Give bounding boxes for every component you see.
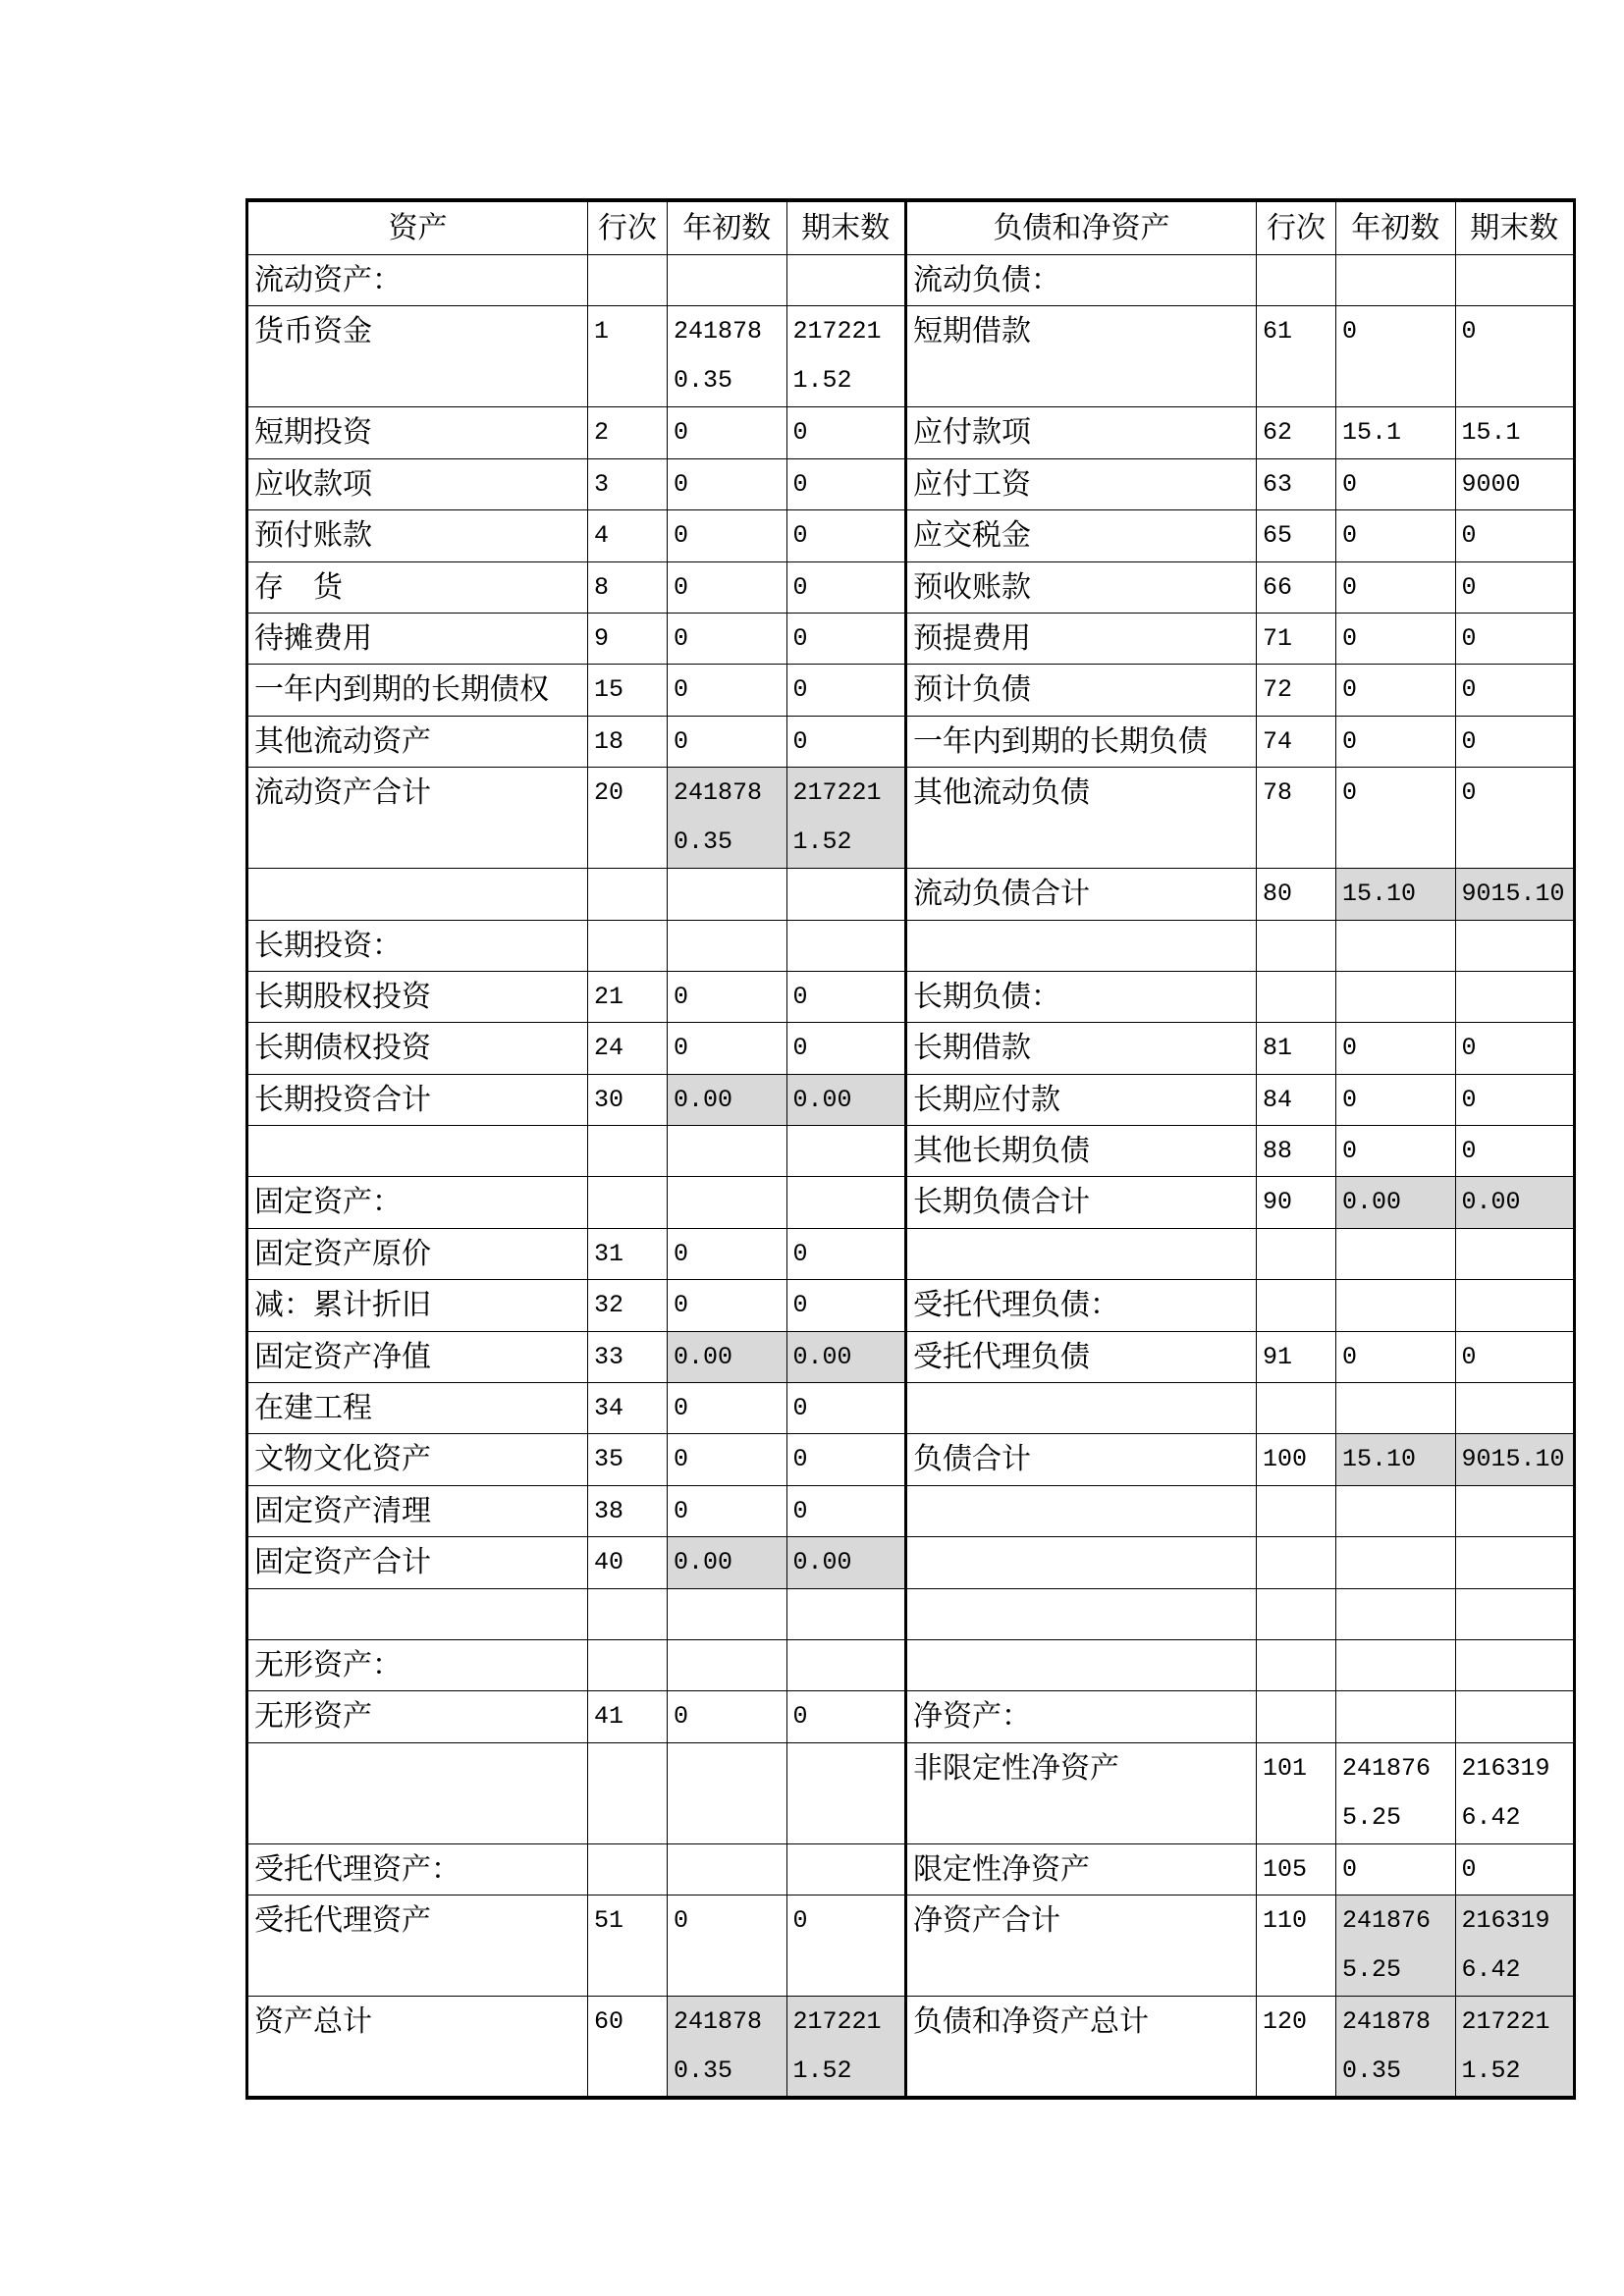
liability-ending-balance: 0 xyxy=(1455,613,1575,664)
asset-ending-balance xyxy=(786,1126,906,1177)
liability-ending-balance: 0 xyxy=(1455,1126,1575,1177)
liability-item: 负债合计 xyxy=(906,1434,1257,1485)
asset-item: 长期债权投资 xyxy=(247,1023,588,1074)
liability-ending-balance: 9015.10 xyxy=(1455,1434,1575,1485)
asset-ending-balance xyxy=(786,1588,906,1639)
asset-item: 在建工程 xyxy=(247,1383,588,1434)
liability-line-no: 88 xyxy=(1257,1126,1336,1177)
liability-ending-balance xyxy=(1455,1228,1575,1279)
liability-line-no xyxy=(1257,1691,1336,1742)
liability-item xyxy=(906,1588,1257,1639)
liability-line-no: 72 xyxy=(1257,665,1336,716)
balance-row xyxy=(247,1280,1575,1331)
asset-beginning-balance: 0 xyxy=(668,1383,787,1434)
liability-item: 流动负债： xyxy=(906,255,1257,306)
asset-beginning-balance: 2418780.35 xyxy=(668,768,787,869)
asset-line-no xyxy=(588,1639,668,1690)
asset-item xyxy=(247,1126,588,1177)
liability-line-no xyxy=(1257,1485,1336,1536)
liability-item: 应交税金 xyxy=(906,510,1257,561)
liability-item: 长期借款 xyxy=(906,1023,1257,1074)
asset-line-no: 41 xyxy=(588,1691,668,1742)
liability-beginning-balance xyxy=(1336,1639,1456,1690)
asset-item: 长期股权投资 xyxy=(247,971,588,1022)
asset-item: 应收款项 xyxy=(247,458,588,509)
asset-beginning-balance xyxy=(668,1126,787,1177)
asset-ending-balance: 2172211.52 xyxy=(786,306,906,407)
asset-item: 短期投资 xyxy=(247,407,588,458)
balance-row xyxy=(247,1383,1575,1434)
asset-ending-balance: 2172211.52 xyxy=(786,1997,906,2099)
asset-ending-balance: 0 xyxy=(786,1280,906,1331)
asset-line-no: 51 xyxy=(588,1896,668,1997)
asset-ending-balance: 0 xyxy=(786,613,906,664)
asset-line-no xyxy=(588,1177,668,1228)
liability-line-no xyxy=(1257,1588,1336,1639)
asset-ending-balance: 0 xyxy=(786,1228,906,1279)
balance-row xyxy=(247,613,1575,664)
liability-item: 长期负债： xyxy=(906,971,1257,1022)
asset-item: 预付账款 xyxy=(247,510,588,561)
liability-ending-balance xyxy=(1455,920,1575,971)
asset-line-no: 2 xyxy=(588,407,668,458)
asset-beginning-balance: 0.00 xyxy=(668,1331,787,1382)
asset-line-no: 20 xyxy=(588,768,668,869)
asset-beginning-balance: 0 xyxy=(668,971,787,1022)
header-beginning-balance-right: 年初数 xyxy=(1336,200,1456,255)
asset-ending-balance xyxy=(786,1639,906,1690)
liability-beginning-balance: 0 xyxy=(1336,510,1456,561)
liability-line-no: 100 xyxy=(1257,1434,1336,1485)
liability-item xyxy=(906,920,1257,971)
liability-ending-balance xyxy=(1455,1485,1575,1536)
liability-beginning-balance xyxy=(1336,1485,1456,1536)
header-row xyxy=(247,200,1575,255)
balance-row xyxy=(247,920,1575,971)
header-ending-balance: 期末数 xyxy=(786,200,906,255)
liability-beginning-balance: 15.10 xyxy=(1336,1434,1456,1485)
liability-beginning-balance xyxy=(1336,1280,1456,1331)
asset-item: 减：累计折旧 xyxy=(247,1280,588,1331)
balance-row xyxy=(247,510,1575,561)
liability-ending-balance xyxy=(1455,1383,1575,1434)
asset-ending-balance: 0 xyxy=(786,1896,906,1997)
balance-row xyxy=(247,306,1575,407)
liability-beginning-balance: 0 xyxy=(1336,1843,1456,1895)
liability-beginning-balance xyxy=(1336,1537,1456,1588)
liability-beginning-balance: 2418765.25 xyxy=(1336,1742,1456,1843)
asset-item xyxy=(247,1588,588,1639)
liability-line-no xyxy=(1257,971,1336,1022)
liability-line-no: 84 xyxy=(1257,1074,1336,1125)
header-beginning-balance: 年初数 xyxy=(668,200,787,255)
liability-beginning-balance: 0.00 xyxy=(1336,1177,1456,1228)
balance-row xyxy=(247,1537,1575,1588)
asset-line-no: 40 xyxy=(588,1537,668,1588)
liability-line-no: 71 xyxy=(1257,613,1336,664)
balance-row xyxy=(247,869,1575,920)
asset-item: 一年内到期的长期债权 xyxy=(247,665,588,716)
liability-ending-balance: 0 xyxy=(1455,561,1575,613)
balance-row xyxy=(247,1485,1575,1536)
balance-row xyxy=(247,1588,1575,1639)
liability-item: 一年内到期的长期负债 xyxy=(906,716,1257,767)
liability-ending-balance xyxy=(1455,1537,1575,1588)
liability-item xyxy=(906,1639,1257,1690)
asset-ending-balance: 0.00 xyxy=(786,1074,906,1125)
asset-beginning-balance: 0 xyxy=(668,665,787,716)
liability-item: 受托代理负债 xyxy=(906,1331,1257,1382)
asset-beginning-balance: 0 xyxy=(668,1691,787,1742)
balance-row xyxy=(247,768,1575,869)
asset-line-no: 1 xyxy=(588,306,668,407)
asset-beginning-balance: 2418780.35 xyxy=(668,306,787,407)
asset-line-no: 30 xyxy=(588,1074,668,1125)
asset-item: 受托代理资产： xyxy=(247,1843,588,1895)
liability-ending-balance: 0 xyxy=(1455,510,1575,561)
asset-line-no: 38 xyxy=(588,1485,668,1536)
header-assets: 资产 xyxy=(247,200,588,255)
balance-row xyxy=(247,665,1575,716)
asset-line-no: 9 xyxy=(588,613,668,664)
liability-line-no xyxy=(1257,1228,1336,1279)
asset-item xyxy=(247,869,588,920)
liability-beginning-balance xyxy=(1336,1383,1456,1434)
asset-ending-balance xyxy=(786,869,906,920)
header-line-no: 行次 xyxy=(588,200,668,255)
balance-row xyxy=(247,1126,1575,1177)
asset-beginning-balance: 0 xyxy=(668,1485,787,1536)
liability-item: 流动负债合计 xyxy=(906,869,1257,920)
liability-ending-balance: 9000 xyxy=(1455,458,1575,509)
asset-beginning-balance: 0.00 xyxy=(668,1537,787,1588)
balance-row xyxy=(247,1742,1575,1843)
balance-row xyxy=(247,1691,1575,1742)
asset-line-no xyxy=(588,920,668,971)
liability-item: 长期应付款 xyxy=(906,1074,1257,1125)
liability-item xyxy=(906,1228,1257,1279)
asset-line-no: 33 xyxy=(588,1331,668,1382)
header-line-no-right: 行次 xyxy=(1257,200,1336,255)
asset-ending-balance: 0.00 xyxy=(786,1331,906,1382)
asset-beginning-balance xyxy=(668,920,787,971)
liability-line-no: 110 xyxy=(1257,1896,1336,1997)
asset-ending-balance xyxy=(786,920,906,971)
liability-line-no: 78 xyxy=(1257,768,1336,869)
balance-sheet-table xyxy=(245,198,1576,2100)
liability-beginning-balance: 0 xyxy=(1336,1331,1456,1382)
liability-beginning-balance: 0 xyxy=(1336,458,1456,509)
liability-item: 其他长期负债 xyxy=(906,1126,1257,1177)
asset-item: 固定资产清理 xyxy=(247,1485,588,1536)
liability-ending-balance: 0 xyxy=(1455,1843,1575,1895)
liability-item: 非限定性净资产 xyxy=(906,1742,1257,1843)
liability-ending-balance: 15.1 xyxy=(1455,407,1575,458)
liability-ending-balance xyxy=(1455,1280,1575,1331)
balance-row xyxy=(247,1228,1575,1279)
balance-row xyxy=(247,1023,1575,1074)
balance-row xyxy=(247,1896,1575,1997)
asset-line-no: 34 xyxy=(588,1383,668,1434)
liability-ending-balance xyxy=(1455,1639,1575,1690)
asset-line-no: 3 xyxy=(588,458,668,509)
liability-line-no xyxy=(1257,920,1336,971)
asset-item: 流动资产： xyxy=(247,255,588,306)
asset-line-no: 60 xyxy=(588,1997,668,2099)
liability-ending-balance: 2172211.52 xyxy=(1455,1997,1575,2099)
liability-beginning-balance: 0 xyxy=(1336,768,1456,869)
asset-item: 无形资产： xyxy=(247,1639,588,1690)
asset-beginning-balance: 0 xyxy=(668,510,787,561)
asset-line-no xyxy=(588,1126,668,1177)
liability-ending-balance: 9015.10 xyxy=(1455,869,1575,920)
liability-item: 预计负债 xyxy=(906,665,1257,716)
liability-ending-balance: 0.00 xyxy=(1455,1177,1575,1228)
asset-line-no: 32 xyxy=(588,1280,668,1331)
balance-row xyxy=(247,1997,1575,2099)
liability-beginning-balance: 0 xyxy=(1336,1023,1456,1074)
asset-line-no: 35 xyxy=(588,1434,668,1485)
asset-beginning-balance: 0 xyxy=(668,1280,787,1331)
liability-ending-balance: 0 xyxy=(1455,716,1575,767)
liability-beginning-balance: 0 xyxy=(1336,613,1456,664)
liability-item: 限定性净资产 xyxy=(906,1843,1257,1895)
asset-ending-balance xyxy=(786,1843,906,1895)
liability-item: 应付工资 xyxy=(906,458,1257,509)
liability-beginning-balance xyxy=(1336,1691,1456,1742)
liability-beginning-balance: 2418780.35 xyxy=(1336,1997,1456,2099)
asset-line-no: 31 xyxy=(588,1228,668,1279)
asset-item: 待摊费用 xyxy=(247,613,588,664)
asset-item: 文物文化资产 xyxy=(247,1434,588,1485)
liability-line-no: 120 xyxy=(1257,1997,1336,2099)
liability-item xyxy=(906,1537,1257,1588)
liability-ending-balance: 0 xyxy=(1455,1023,1575,1074)
asset-ending-balance: 0 xyxy=(786,665,906,716)
liability-beginning-balance: 0 xyxy=(1336,1074,1456,1125)
asset-beginning-balance: 0.00 xyxy=(668,1074,787,1125)
asset-item: 货币资金 xyxy=(247,306,588,407)
asset-beginning-balance xyxy=(668,1177,787,1228)
liability-item xyxy=(906,1485,1257,1536)
liability-beginning-balance xyxy=(1336,255,1456,306)
liability-line-no: 80 xyxy=(1257,869,1336,920)
asset-ending-balance: 0 xyxy=(786,1691,906,1742)
asset-ending-balance: 0 xyxy=(786,716,906,767)
asset-beginning-balance: 2418780.35 xyxy=(668,1997,787,2099)
asset-ending-balance: 0 xyxy=(786,561,906,613)
asset-item: 其他流动资产 xyxy=(247,716,588,767)
liability-item: 长期负债合计 xyxy=(906,1177,1257,1228)
liability-ending-balance: 2163196.42 xyxy=(1455,1742,1575,1843)
asset-line-no: 15 xyxy=(588,665,668,716)
asset-ending-balance xyxy=(786,255,906,306)
asset-item: 长期投资： xyxy=(247,920,588,971)
asset-item: 固定资产： xyxy=(247,1177,588,1228)
asset-item: 固定资产原价 xyxy=(247,1228,588,1279)
liability-item xyxy=(906,1383,1257,1434)
asset-line-no: 18 xyxy=(588,716,668,767)
asset-beginning-balance: 0 xyxy=(668,716,787,767)
asset-item: 存 货 xyxy=(247,561,588,613)
liability-ending-balance xyxy=(1455,1588,1575,1639)
asset-line-no: 21 xyxy=(588,971,668,1022)
asset-line-no: 8 xyxy=(588,561,668,613)
liability-ending-balance xyxy=(1455,255,1575,306)
balance-row xyxy=(247,407,1575,458)
balance-row xyxy=(247,1177,1575,1228)
asset-ending-balance: 0 xyxy=(786,1434,906,1485)
asset-beginning-balance: 0 xyxy=(668,1896,787,1997)
asset-beginning-balance: 0 xyxy=(668,1228,787,1279)
liability-line-no: 101 xyxy=(1257,1742,1336,1843)
liability-beginning-balance xyxy=(1336,1588,1456,1639)
liability-beginning-balance xyxy=(1336,1228,1456,1279)
asset-line-no xyxy=(588,255,668,306)
asset-beginning-balance xyxy=(668,1588,787,1639)
balance-row xyxy=(247,971,1575,1022)
liability-beginning-balance: 0 xyxy=(1336,1126,1456,1177)
asset-beginning-balance xyxy=(668,869,787,920)
liability-line-no xyxy=(1257,1280,1336,1331)
asset-ending-balance: 2172211.52 xyxy=(786,768,906,869)
asset-beginning-balance: 0 xyxy=(668,613,787,664)
asset-line-no xyxy=(588,1742,668,1843)
asset-ending-balance: 0 xyxy=(786,458,906,509)
liability-ending-balance: 0 xyxy=(1455,665,1575,716)
asset-item: 流动资产合计 xyxy=(247,768,588,869)
liability-beginning-balance: 15.10 xyxy=(1336,869,1456,920)
liability-item: 负债和净资产总计 xyxy=(906,1997,1257,2099)
balance-row xyxy=(247,1331,1575,1382)
liability-ending-balance: 2163196.42 xyxy=(1455,1896,1575,1997)
liability-item: 净资产： xyxy=(906,1691,1257,1742)
liability-beginning-balance xyxy=(1336,971,1456,1022)
liability-line-no xyxy=(1257,255,1336,306)
asset-ending-balance xyxy=(786,1177,906,1228)
liability-item: 其他流动负债 xyxy=(906,768,1257,869)
asset-beginning-balance: 0 xyxy=(668,561,787,613)
asset-line-no xyxy=(588,1843,668,1895)
asset-item: 受托代理资产 xyxy=(247,1896,588,1997)
asset-beginning-balance xyxy=(668,1742,787,1843)
asset-beginning-balance: 0 xyxy=(668,458,787,509)
liability-line-no: 105 xyxy=(1257,1843,1336,1895)
asset-ending-balance: 0 xyxy=(786,971,906,1022)
asset-ending-balance: 0 xyxy=(786,1485,906,1536)
liability-line-no: 61 xyxy=(1257,306,1336,407)
liability-beginning-balance: 0 xyxy=(1336,716,1456,767)
asset-item: 长期投资合计 xyxy=(247,1074,588,1125)
liability-beginning-balance: 0 xyxy=(1336,561,1456,613)
asset-beginning-balance: 0 xyxy=(668,1434,787,1485)
asset-ending-balance: 0 xyxy=(786,1023,906,1074)
liability-beginning-balance: 0 xyxy=(1336,306,1456,407)
asset-line-no: 24 xyxy=(588,1023,668,1074)
asset-ending-balance: 0 xyxy=(786,407,906,458)
balance-row xyxy=(247,1434,1575,1485)
asset-beginning-balance: 0 xyxy=(668,1023,787,1074)
liability-line-no: 62 xyxy=(1257,407,1336,458)
asset-beginning-balance: 0 xyxy=(668,407,787,458)
liability-ending-balance: 0 xyxy=(1455,306,1575,407)
liability-beginning-balance: 0 xyxy=(1336,665,1456,716)
asset-beginning-balance xyxy=(668,1639,787,1690)
liability-ending-balance: 0 xyxy=(1455,1074,1575,1125)
balance-row xyxy=(247,1843,1575,1895)
asset-item: 无形资产 xyxy=(247,1691,588,1742)
balance-row xyxy=(247,255,1575,306)
balance-row xyxy=(247,1074,1575,1125)
liability-ending-balance xyxy=(1455,1691,1575,1742)
liability-beginning-balance: 2418765.25 xyxy=(1336,1896,1456,1997)
liability-line-no: 74 xyxy=(1257,716,1336,767)
liability-line-no: 91 xyxy=(1257,1331,1336,1382)
liability-line-no: 90 xyxy=(1257,1177,1336,1228)
liability-beginning-balance: 15.1 xyxy=(1336,407,1456,458)
liability-beginning-balance xyxy=(1336,920,1456,971)
asset-beginning-balance xyxy=(668,1843,787,1895)
asset-ending-balance: 0 xyxy=(786,1383,906,1434)
asset-line-no: 4 xyxy=(588,510,668,561)
liability-line-no xyxy=(1257,1383,1336,1434)
header-ending-balance-right: 期末数 xyxy=(1455,200,1575,255)
liability-line-no: 66 xyxy=(1257,561,1336,613)
asset-beginning-balance xyxy=(668,255,787,306)
balance-row xyxy=(247,716,1575,767)
liability-item: 净资产合计 xyxy=(906,1896,1257,1997)
asset-item: 资产总计 xyxy=(247,1997,588,2099)
asset-item: 固定资产合计 xyxy=(247,1537,588,1588)
liability-item: 受托代理负债： xyxy=(906,1280,1257,1331)
balance-row xyxy=(247,458,1575,509)
liability-ending-balance: 0 xyxy=(1455,1331,1575,1382)
asset-ending-balance: 0.00 xyxy=(786,1537,906,1588)
asset-item: 固定资产净值 xyxy=(247,1331,588,1382)
liability-ending-balance xyxy=(1455,971,1575,1022)
balance-row xyxy=(247,561,1575,613)
liability-line-no: 81 xyxy=(1257,1023,1336,1074)
asset-ending-balance: 0 xyxy=(786,510,906,561)
header-liabilities-and-net-assets: 负债和净资产 xyxy=(906,200,1257,255)
asset-line-no xyxy=(588,1588,668,1639)
asset-ending-balance xyxy=(786,1742,906,1843)
liability-line-no: 65 xyxy=(1257,510,1336,561)
asset-line-no xyxy=(588,869,668,920)
balance-row xyxy=(247,1639,1575,1690)
liability-item: 应付款项 xyxy=(906,407,1257,458)
liability-item: 预提费用 xyxy=(906,613,1257,664)
liability-item: 短期借款 xyxy=(906,306,1257,407)
liability-item: 预收账款 xyxy=(906,561,1257,613)
asset-item xyxy=(247,1742,588,1843)
liability-line-no: 63 xyxy=(1257,458,1336,509)
liability-line-no xyxy=(1257,1537,1336,1588)
liability-ending-balance: 0 xyxy=(1455,768,1575,869)
liability-line-no xyxy=(1257,1639,1336,1690)
